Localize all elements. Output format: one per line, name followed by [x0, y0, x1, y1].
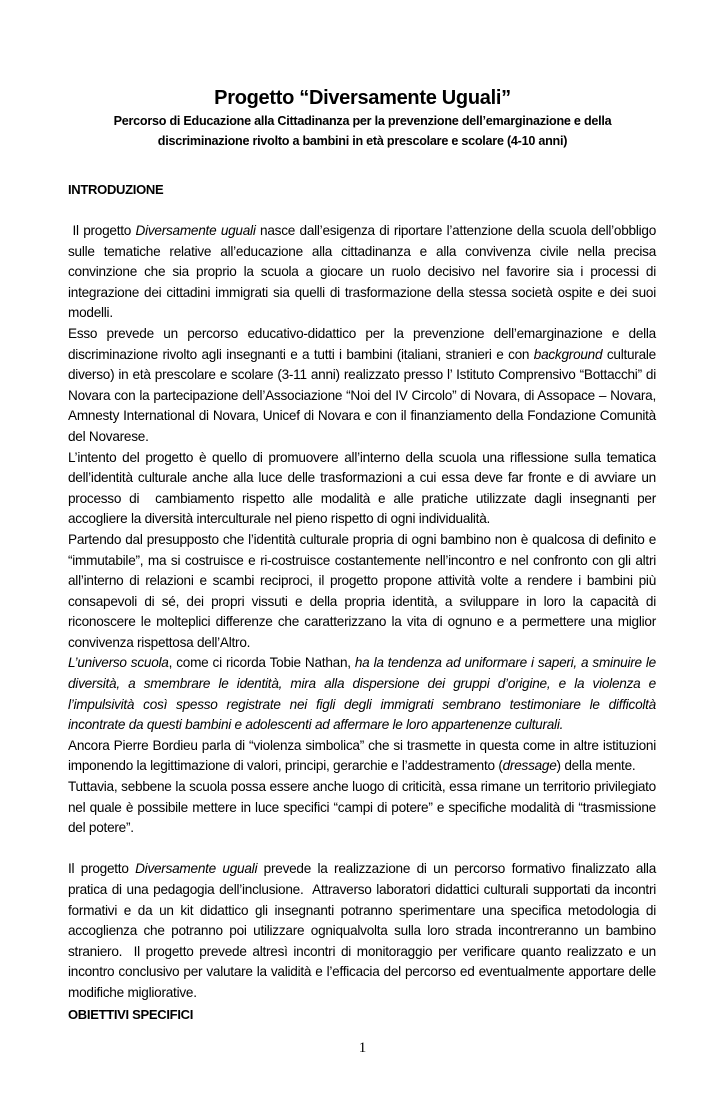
text-run: Partendo dal presupposto che l’identità culturale propria di ogni bambino non è qualcosa di definito e “immutabile”, ma si costruisce e ri-costruisce costantemente nell’incontro e nel confronto con gli altri all’interno di relazioni e scambi reciproci, il progetto propone attività volte a rendere i bambini più consapevoli di sé, dei propri vissuti e della propria identità, a sviluppare in loro la capacità di riconoscere le molteplici differenze che caratterizzano la vita di ognuno e a permettere una miglior convivenza rispettosa dell’Altro.	[68, 531, 660, 650]
italic-text: L’universo scuola	[68, 655, 169, 671]
section-heading-introduzione: INTRODUZIONE	[68, 182, 164, 197]
italic-text: dressage	[502, 758, 557, 774]
paragraph	[68, 324, 660, 448]
italic-text: Diversamente uguali	[135, 861, 258, 877]
italic-text: background	[533, 346, 603, 362]
text-run: Tuttavia, sebbene la scuola possa essere anche luogo di criticità, essa rimane un territorio privilegiato nel quale è possibile mettere in luce specifici “campi di potere” e specifiche modalità di “trasmissione del potere”.	[68, 779, 660, 836]
text-run: nasce dall’esigenza di riportare l’attenzione della scuola dell’obbligo sulle tematiche relative all’educazione alla cittadinanza e alla convivenza civile nella precisa convinzione che sia proprio la scuola a giocare un ruolo decisivo nel favorire sia i processi di integrazione dei cittadini immigrati sia quelli di trasformazione della stessa società ospite e dei suoi modelli.	[68, 223, 660, 321]
paragraph	[68, 653, 660, 735]
text-run: Il progetto	[68, 223, 136, 238]
paragraph	[68, 530, 660, 654]
text-run: prevede la realizzazione di un percorso formativo finalizzato alla pratica di una pedagogia dell’inclusione. Attraverso laboratori didattici culturali supportati da incontri formativi e da un kit didattico gli insegnanti potranno sperimentare una specifica metodologia di accoglienza che potranno poi utilizzare ogniqualvolta sulla loro strada incontreranno un bambino straniero. Il progetto prevede altresì incontri di monitoraggio per verificare quanto realizzato e un incontro conclusivo per valutare la validità e l’efficacia del percorso ed eventualmente apportare delle modifiche migliorative.	[68, 861, 660, 1000]
paragraph	[68, 736, 660, 777]
text-run: , come ci ricorda Tobie Nathan,	[168, 655, 355, 671]
text-run: culturale diverso) in età prescolare e scolare (3-11 anni) realizzato presso l’ Istituto Comprensivo “Bottacchi” di Novara con la partecipazione dell’Associazione “Noi del IV Circolo” di Novara, di Assopace – Novara, Amnesty International di Novara, Unicef di Novara e con il finanziamento della Fondazione Comunità del Novarese.	[68, 346, 660, 444]
paragraph	[68, 859, 660, 1003]
italic-text: ha la tendenza ad uniformare i saperi, a sminuire le diversità, a smembrare le identità, mira alla dispersione dei gruppi d’origine, e la violenza e l’impulsività così spesso registrate nei figli degli immigrati sembrano testimoniare le difficoltà incontrate da questi bambini e adolescenti ad affermare le loro appartenenze culturali.	[68, 655, 660, 733]
text-run: L’intento del progetto è quello di promuovere all’interno della scuola una riflessione sulla tematica dell’identità culturale anche alla luce delle trasformazioni a cui essa deve far fronte e di avviare un processo di cambiamento rispetto alle modalità e alle pratiche utilizzate dagli insegnanti per accogliere la diversità interculturale nel pieno rispetto di ogni individualità.	[68, 449, 660, 527]
document-title: Progetto “Diversamente Uguali”	[214, 87, 511, 109]
italic-text: Diversamente uguali	[135, 223, 256, 238]
page-number: 1	[358, 1039, 367, 1056]
project-body	[68, 859, 660, 1003]
text-run: Ancora Pierre Bordieu parla di “violenza simbolica” che si trasmette in questa come in altre istituzioni imponendo la legittimazione di valori, principi, gerarchie e l’addestramento (	[68, 737, 660, 774]
text-run: Esso prevede un percorso educativo-didattico per la prevenzione dell’emarginazione e della discriminazione rivolto agli insegnanti e a tutti i bambini (italiani, stranieri e con	[68, 325, 660, 362]
paragraph	[68, 777, 660, 839]
intro-body	[68, 221, 660, 839]
text-run: ) della mente.	[556, 758, 636, 774]
paragraph	[68, 221, 660, 324]
section-heading-obiettivi: OBIETTIVI SPECIFICI	[68, 1006, 194, 1022]
document-subtitle: Percorso di Educazione alla Cittadinanza per la prevenzione dell’emarginazione e della discriminazione rivolto a bambini in età prescolare e scolare (4-10 anni)	[113, 114, 612, 148]
text-run: Il progetto	[68, 861, 136, 877]
paragraph	[68, 448, 660, 530]
